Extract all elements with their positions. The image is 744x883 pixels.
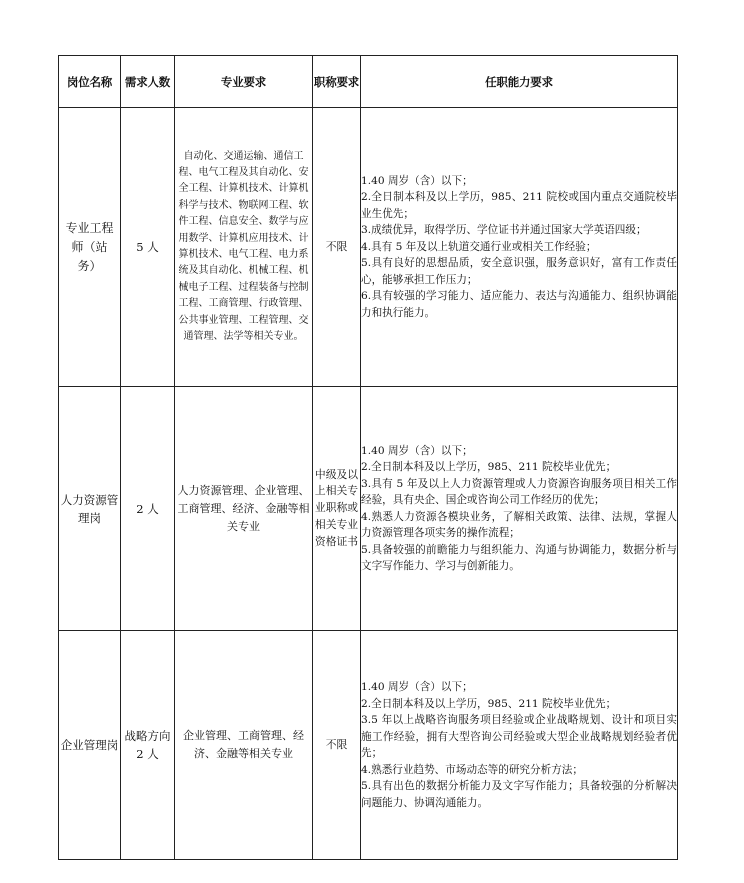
title-requirement: 不限 (313, 631, 361, 860)
requirement-item: 4.熟悉行业趋势、市场动态等的研究分析方法； (361, 763, 583, 776)
requirement-item: 3.5 年以上战略咨询服务项目经验或企业战略规划、设计和项目实施工作经验，拥有大型咨询公司经验或大型企业战略规划经验者优先； (361, 714, 677, 759)
major-requirement: 企业管理、工商管理、经济、金融等相关专业 (175, 631, 313, 860)
requirement-item: 1.40 周岁（含）以下； (361, 444, 473, 457)
header-requirements: 任职能力要求 (361, 56, 678, 108)
header-position-name: 岗位名称 (59, 56, 121, 108)
ability-requirements (361, 108, 678, 387)
position-name: 专业工程师（站务） (59, 108, 121, 387)
position-name: 人力资源管理岗 (59, 387, 121, 631)
major-requirement: 人力资源管理、企业管理、工商管理、经济、金融等相关专业 (175, 387, 313, 631)
requirement-item: 6.具有较强的学习能力、适应能力、表达与沟通能力、组织协调能力和执行能力。 (361, 290, 677, 319)
requirement-item: 1.40 周岁（含）以下； (361, 681, 473, 693)
header-title: 职称要求 (313, 56, 361, 108)
title-requirement: 不限 (313, 108, 361, 387)
headcount: 2 人 (121, 387, 175, 631)
headcount (121, 631, 175, 860)
header-major: 专业要求 (175, 56, 313, 108)
requirement-item: 4.熟悉人力资源各模块业务，了解相关政策、法律、法规，掌握人力资源管理各项实务的操作流程； (361, 510, 677, 539)
major-requirement: 自动化、交通运输、通信工程、电气工程及其自动化、安全工程、计算机技术、计算机科学与技术、物联网工程、软件工程、信息安全、数学与应用数学、计算机应用技术、计算机技术、电气工程、电力系统及其自动化、机械工程、机械电子工程、过程装备与控制工程、工商管理、行政管理、公共事业管理、工程管理、交通管理、法学等相关专业。 (175, 108, 313, 387)
table-header-row (59, 56, 678, 108)
job-requirements-table (58, 55, 678, 860)
headcount-direction: 战略方向 (124, 729, 171, 743)
position-name: 企业管理岗 (59, 631, 121, 860)
headcount: 5 人 (121, 108, 175, 387)
requirement-item: 3.成绩优异，取得学历、学位证书并通过国家大学英语四级； (361, 224, 647, 237)
requirement-item: 5.具备较强的前瞻能力与组织能力、沟通与协调能力，数据分析与文字写作能力、学习与创新能力。 (361, 543, 677, 572)
header-headcount: 需求人数 (121, 56, 175, 108)
requirement-item: 3.具有 5 年及以上人力资源管理或人力资源咨询服务项目相关工作经验，具有央企、国企或咨询公司工作经历的优先； (361, 477, 677, 506)
requirement-item: 4.具有 5 年及以上轨道交通行业或相关工作经验； (361, 240, 597, 253)
requirement-item: 2.全日制本科及以上学历，985、211 院校或国内重点交通院校毕业生优先； (361, 191, 677, 220)
requirement-item: 2.全日制本科及以上学历，985、211 院校毕业优先； (361, 697, 617, 710)
title-requirement: 中级及以上相关专业职称或相关专业资格证书 (313, 387, 361, 631)
table-row (59, 387, 678, 631)
ability-requirements (361, 387, 678, 631)
table-row (59, 108, 678, 387)
requirement-item: 2.全日制本科及以上学历，985、211 院校毕业优先； (361, 461, 617, 473)
ability-requirements (361, 631, 678, 860)
headcount-number: 2 人 (136, 747, 159, 761)
requirement-item: 1.40 周岁（含）以下； (361, 174, 473, 187)
requirement-item: 5.具有出色的数据分析能力及文字写作能力；具备较强的分析解决问题能力、协调沟通能力。 (361, 780, 677, 809)
table-row (59, 631, 678, 860)
requirement-item: 5.具有良好的思想品质，安全意识强，服务意识好，富有工作责任心，能够承担工作压力； (361, 257, 677, 286)
